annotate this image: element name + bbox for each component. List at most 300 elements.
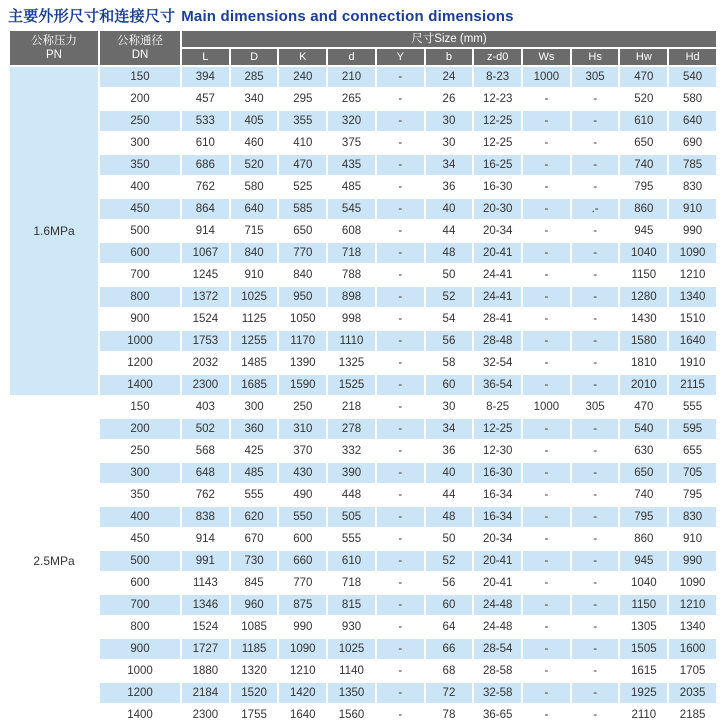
dn-cell: 600 [100,573,180,593]
value-cell-b: 72 [426,683,473,703]
col-header-pn-en: PN [46,49,62,61]
col-header-dn-en: DN [131,49,149,61]
dn-cell: 1400 [100,705,180,724]
value-cell-k: 1170 [279,331,326,351]
value-cell-hd: 990 [669,551,716,571]
value-cell-hd: 2115 [669,375,716,395]
page-title-en: Main dimensions and connection dimensions [181,8,514,25]
value-cell-hs: 305 [572,67,619,87]
table-row [10,353,716,373]
value-cell-hs: - [572,111,619,131]
value-cell-y: - [377,155,424,175]
value-cell-hs: - [572,155,619,175]
value-cell-hd: 555 [669,397,716,417]
pn-section-cell: 2.5MPa [10,397,98,724]
value-cell-d: 340 [231,89,278,109]
value-cell-d: 1325 [328,353,375,373]
dimensions-table [8,29,718,724]
value-cell-z-d0: 36-65 [474,705,521,724]
col-header-d: d [328,49,375,65]
value-cell-l: 864 [182,199,229,219]
value-cell-b: 54 [426,309,473,329]
table-row [10,199,716,219]
value-cell-y: - [377,331,424,351]
value-cell-y: - [377,419,424,439]
value-cell-l: 2300 [182,705,229,724]
value-cell-y: - [377,463,424,483]
value-cell-b: 78 [426,705,473,724]
value-cell-z-d0: 16-30 [474,463,521,483]
table-row [10,67,716,87]
value-cell-d: 435 [328,155,375,175]
table-row [10,331,716,351]
value-cell-y: - [377,683,424,703]
col-header-k: K [279,49,326,65]
value-cell-hs: - [572,595,619,615]
value-cell-k: 470 [279,155,326,175]
value-cell-k: 1090 [279,639,326,659]
value-cell-hw: 1040 [620,243,667,263]
value-cell-y: - [377,661,424,681]
value-cell-hs: .- [572,199,619,219]
table-row [10,111,716,131]
value-cell-hs: - [572,463,619,483]
value-cell-k: 1590 [279,375,326,395]
table-row [10,639,716,659]
dn-cell: 350 [100,155,180,175]
value-cell-k: 410 [279,133,326,153]
table-row [10,419,716,439]
value-cell-hw: 1150 [620,595,667,615]
value-cell-b: 48 [426,243,473,263]
col-header-y: Y [377,49,424,65]
value-cell-d: 375 [328,133,375,153]
value-cell-z-d0: 24-48 [474,595,521,615]
value-cell-b: 50 [426,265,473,285]
dn-cell: 1200 [100,353,180,373]
table-row [10,375,716,395]
value-cell-l: 403 [182,397,229,417]
value-cell-y: - [377,397,424,417]
value-cell-k: 370 [279,441,326,461]
value-cell-l: 648 [182,463,229,483]
col-header-hs: Hs [572,49,619,65]
value-cell-d: 998 [328,309,375,329]
value-cell-hw: 1280 [620,287,667,307]
value-cell-d: 898 [328,287,375,307]
value-cell-y: - [377,353,424,373]
value-cell-y: - [377,177,424,197]
value-cell-hs: - [572,133,619,153]
value-cell-y: - [377,529,424,549]
value-cell-k: 240 [279,67,326,87]
table-row [10,221,716,241]
table-row [10,397,716,417]
value-cell-z-d0: 20-34 [474,221,521,241]
value-cell-hs: - [572,309,619,329]
value-cell-y: - [377,287,424,307]
value-cell-d: 218 [328,397,375,417]
value-cell-l: 1880 [182,661,229,681]
col-header-ws: Ws [523,49,570,65]
value-cell-hd: 540 [669,67,716,87]
col-header-dn-zh: 公称通径 [117,35,163,47]
dn-cell: 150 [100,397,180,417]
value-cell-d: 390 [328,463,375,483]
value-cell-hs: - [572,683,619,703]
value-cell-y: - [377,551,424,571]
value-cell-k: 1640 [279,705,326,724]
value-cell-hw: 1430 [620,309,667,329]
value-cell-z-d0: 12-25 [474,133,521,153]
table-row [10,485,716,505]
value-cell-hs: - [572,617,619,637]
value-cell-d: 788 [328,265,375,285]
value-cell-z-d0: 16-30 [474,177,521,197]
dn-cell: 200 [100,419,180,439]
table-row [10,441,716,461]
value-cell-l: 568 [182,441,229,461]
value-cell-d: 555 [328,529,375,549]
value-cell-hw: 945 [620,551,667,571]
value-cell-ws: - [523,529,570,549]
value-cell-z-d0: 32-58 [474,683,521,703]
value-cell-d: 485 [328,177,375,197]
value-cell-hw: 860 [620,199,667,219]
dn-cell: 1400 [100,375,180,395]
value-cell-hs: 305 [572,397,619,417]
table-row [10,287,716,307]
dn-cell: 450 [100,529,180,549]
table-row [10,683,716,703]
value-cell-ws: - [523,419,570,439]
value-cell-y: - [377,221,424,241]
value-cell-hd: 705 [669,463,716,483]
value-cell-l: 991 [182,551,229,571]
value-cell-hd: 1705 [669,661,716,681]
value-cell-hd: 910 [669,529,716,549]
value-cell-b: 64 [426,617,473,637]
value-cell-z-d0: 36-54 [474,375,521,395]
value-cell-d: 715 [231,221,278,241]
value-cell-hd: 1210 [669,265,716,285]
value-cell-hs: - [572,485,619,505]
value-cell-l: 533 [182,111,229,131]
value-cell-d: 1185 [231,639,278,659]
table-body [10,67,716,724]
value-cell-b: 34 [426,419,473,439]
value-cell-ws: - [523,441,570,461]
value-cell-l: 502 [182,419,229,439]
value-cell-hd: 1600 [669,639,716,659]
value-cell-b: 44 [426,485,473,505]
table-row [10,661,716,681]
value-cell-k: 355 [279,111,326,131]
value-cell-hs: - [572,243,619,263]
value-cell-z-d0: 8-23 [474,67,521,87]
value-cell-d: 485 [231,463,278,483]
value-cell-hw: 860 [620,529,667,549]
value-cell-d: 670 [231,529,278,549]
col-header-dn [100,31,180,65]
value-cell-y: - [377,67,424,87]
value-cell-d: 580 [231,177,278,197]
value-cell-hd: 690 [669,133,716,153]
value-cell-hw: 795 [620,177,667,197]
table-row [10,89,716,109]
value-cell-k: 310 [279,419,326,439]
value-cell-d: 608 [328,221,375,241]
value-cell-hw: 2110 [620,705,667,724]
value-cell-ws: - [523,573,570,593]
dn-cell: 900 [100,309,180,329]
value-cell-b: 30 [426,133,473,153]
value-cell-hs: - [572,507,619,527]
value-cell-hw: 740 [620,485,667,505]
value-cell-d: 1755 [231,705,278,724]
value-cell-l: 1346 [182,595,229,615]
value-cell-b: 26 [426,89,473,109]
value-cell-b: 52 [426,551,473,571]
value-cell-y: - [377,199,424,219]
value-cell-z-d0: 12-23 [474,89,521,109]
value-cell-z-d0: 16-25 [474,155,521,175]
value-cell-y: - [377,133,424,153]
value-cell-hw: 470 [620,67,667,87]
value-cell-hd: 785 [669,155,716,175]
value-cell-d: 1125 [231,309,278,329]
value-cell-y: - [377,243,424,263]
value-cell-d: 610 [328,551,375,571]
value-cell-b: 66 [426,639,473,659]
value-cell-z-d0: 28-41 [474,309,521,329]
value-cell-d: 285 [231,67,278,87]
value-cell-ws: - [523,89,570,109]
value-cell-hs: - [572,551,619,571]
value-cell-y: - [377,309,424,329]
value-cell-l: 1067 [182,243,229,263]
table-row [10,507,716,527]
value-cell-k: 250 [279,397,326,417]
value-cell-l: 2184 [182,683,229,703]
value-cell-d: 620 [231,507,278,527]
value-cell-d: 910 [231,265,278,285]
value-cell-l: 838 [182,507,229,527]
page-title [8,5,514,26]
value-cell-d: 332 [328,441,375,461]
value-cell-d: 278 [328,419,375,439]
value-cell-k: 295 [279,89,326,109]
value-cell-hd: 580 [669,89,716,109]
dn-cell: 1000 [100,661,180,681]
page-title-zh: 主要外形尺寸和连接尺寸 [8,8,176,25]
value-cell-ws: - [523,705,570,724]
value-cell-hw: 2010 [620,375,667,395]
value-cell-y: - [377,375,424,395]
value-cell-z-d0: 8-25 [474,397,521,417]
value-cell-k: 840 [279,265,326,285]
table-row [10,463,716,483]
value-cell-y: - [377,265,424,285]
value-cell-z-d0: 24-41 [474,287,521,307]
value-cell-l: 762 [182,177,229,197]
value-cell-ws: 1000 [523,397,570,417]
value-cell-hw: 470 [620,397,667,417]
value-cell-hd: 1210 [669,595,716,615]
value-cell-hd: 655 [669,441,716,461]
value-cell-hw: 650 [620,133,667,153]
table-row [10,551,716,571]
value-cell-y: - [377,507,424,527]
value-cell-l: 610 [182,133,229,153]
value-cell-d: 730 [231,551,278,571]
value-cell-d: 425 [231,441,278,461]
value-cell-l: 2300 [182,375,229,395]
table-row [10,177,716,197]
value-cell-ws: - [523,463,570,483]
value-cell-l: 686 [182,155,229,175]
value-cell-d: 1025 [231,287,278,307]
value-cell-l: 762 [182,485,229,505]
value-cell-hd: 1340 [669,617,716,637]
value-cell-z-d0: 12-25 [474,111,521,131]
value-cell-ws: - [523,639,570,659]
value-cell-k: 770 [279,573,326,593]
value-cell-d: 815 [328,595,375,615]
dn-cell: 600 [100,243,180,263]
value-cell-hs: - [572,529,619,549]
value-cell-k: 585 [279,199,326,219]
value-cell-l: 2032 [182,353,229,373]
value-cell-l: 1524 [182,617,229,637]
col-header-hw: Hw [620,49,667,65]
value-cell-l: 457 [182,89,229,109]
value-cell-b: 24 [426,67,473,87]
value-cell-d: 545 [328,199,375,219]
value-cell-k: 990 [279,617,326,637]
dn-cell: 500 [100,551,180,571]
value-cell-b: 68 [426,661,473,681]
value-cell-z-d0: 28-58 [474,661,521,681]
value-cell-l: 1372 [182,287,229,307]
value-cell-l: 394 [182,67,229,87]
value-cell-k: 650 [279,221,326,241]
value-cell-hw: 610 [620,111,667,131]
value-cell-z-d0: 32-54 [474,353,521,373]
value-cell-ws: - [523,617,570,637]
table-row [10,617,716,637]
value-cell-d: 300 [231,397,278,417]
dn-cell: 400 [100,507,180,527]
value-cell-k: 430 [279,463,326,483]
value-cell-d: 1255 [231,331,278,351]
value-cell-ws: - [523,353,570,373]
value-cell-hd: 2035 [669,683,716,703]
value-cell-b: 34 [426,155,473,175]
value-cell-k: 525 [279,177,326,197]
pn-section-cell: 1.6MPa [10,67,98,395]
value-cell-hw: 1810 [620,353,667,373]
value-cell-d: 840 [231,243,278,263]
value-cell-y: - [377,595,424,615]
value-cell-d: 520 [231,155,278,175]
value-cell-hd: 2185 [669,705,716,724]
value-cell-hd: 830 [669,507,716,527]
value-cell-d: 1140 [328,661,375,681]
value-cell-hd: 1910 [669,353,716,373]
value-cell-hw: 740 [620,155,667,175]
col-header-size-group: 尺寸Size (mm) [182,31,716,47]
value-cell-l: 914 [182,529,229,549]
value-cell-d: 505 [328,507,375,527]
value-cell-d: 1110 [328,331,375,351]
value-cell-y: - [377,705,424,724]
value-cell-hd: 990 [669,221,716,241]
value-cell-d: 460 [231,133,278,153]
dn-cell: 300 [100,463,180,483]
value-cell-d: 405 [231,111,278,131]
dn-cell: 450 [100,199,180,219]
value-cell-hs: - [572,331,619,351]
value-cell-d: 718 [328,243,375,263]
value-cell-b: 44 [426,221,473,241]
col-header-b: b [426,49,473,65]
value-cell-l: 1727 [182,639,229,659]
value-cell-hw: 540 [620,419,667,439]
table-row [10,309,716,329]
value-cell-l: 1753 [182,331,229,351]
value-cell-hd: 1090 [669,573,716,593]
value-cell-hs: - [572,265,619,285]
dn-cell: 150 [100,67,180,87]
value-cell-hw: 1505 [620,639,667,659]
dn-cell: 400 [100,177,180,197]
value-cell-b: 48 [426,507,473,527]
value-cell-ws: 1000 [523,67,570,87]
value-cell-k: 600 [279,529,326,549]
table-row [10,595,716,615]
value-cell-hs: - [572,573,619,593]
value-cell-hs: - [572,221,619,241]
value-cell-z-d0: 20-34 [474,529,521,549]
value-cell-d: 1320 [231,661,278,681]
value-cell-d: 555 [231,485,278,505]
value-cell-ws: - [523,331,570,351]
value-cell-hs: - [572,89,619,109]
value-cell-b: 56 [426,573,473,593]
value-cell-z-d0: 28-54 [474,639,521,659]
value-cell-d: 1525 [328,375,375,395]
value-cell-k: 1050 [279,309,326,329]
value-cell-hs: - [572,375,619,395]
value-cell-y: - [377,441,424,461]
col-header-z-d0: z-d0 [474,49,521,65]
value-cell-d: 1560 [328,705,375,724]
value-cell-hd: 910 [669,199,716,219]
table-row [10,529,716,549]
dn-cell: 350 [100,485,180,505]
value-cell-ws: - [523,243,570,263]
dn-cell: 500 [100,221,180,241]
value-cell-d: 1025 [328,639,375,659]
value-cell-hw: 630 [620,441,667,461]
value-cell-ws: - [523,309,570,329]
dn-cell: 250 [100,441,180,461]
col-header-l: L [182,49,229,65]
value-cell-b: 56 [426,331,473,351]
value-cell-d: 1520 [231,683,278,703]
dn-cell: 1200 [100,683,180,703]
